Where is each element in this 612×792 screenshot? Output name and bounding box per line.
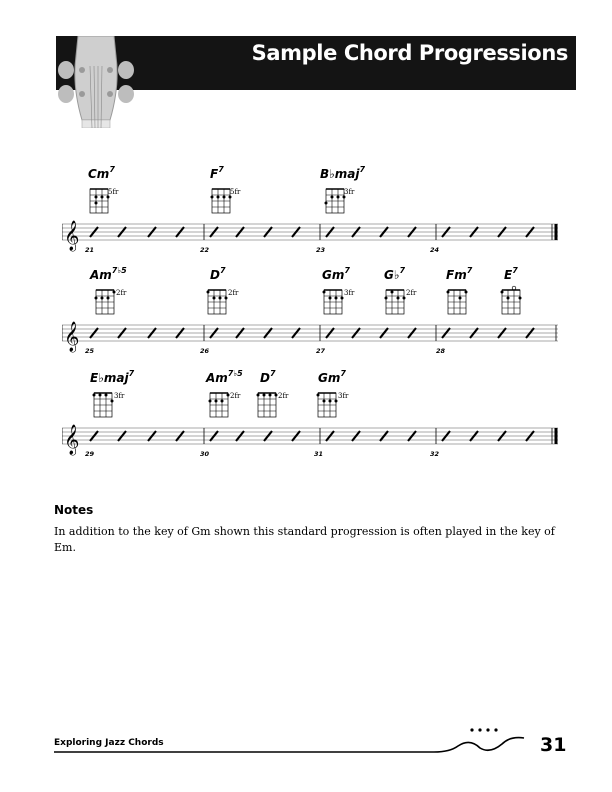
chord-name: $E^7$ (504, 266, 518, 282)
chord-name: $Am^{7♭5}$ (206, 369, 243, 385)
notes-text: In addition to the key of Gm shown this standard progression is often played in the key of Em. (54, 525, 555, 554)
chord-name: $D^7$ (260, 369, 276, 385)
music-system-2 (62, 267, 560, 367)
fret-position-label: 5fr (108, 188, 119, 196)
measure-number: 27 (316, 347, 326, 355)
chord-name: B♭maj$^7$ (320, 165, 366, 181)
music-system-3 (62, 370, 560, 470)
page-number: 31 (540, 734, 567, 756)
fret-position-label: 2fr (278, 392, 289, 400)
music-system-1 (62, 166, 560, 266)
measure-number: 25 (85, 347, 95, 355)
measure-number: 26 (200, 347, 210, 355)
measure-number: 22 (200, 246, 210, 254)
chord-name: $F^7$ (210, 165, 224, 181)
page-title: Sample Chord Progressions (251, 41, 568, 65)
staff-line (62, 422, 560, 462)
chord-name: E♭maj$^7$ (90, 369, 135, 385)
chord-name: Fm$^7$ (446, 266, 473, 282)
ukulele-headstock-icon (58, 36, 134, 128)
chord-name: G♭$^7$ (384, 266, 406, 282)
chord-name: $Am^{7♭5}$ (90, 266, 127, 282)
fret-position-label: 2fr (230, 392, 241, 400)
chord-name: Gm$^7$ (318, 369, 346, 385)
fret-position-label: 2fr (406, 289, 417, 297)
header-bar (56, 36, 576, 90)
chord-name: Cm$^7$ (88, 165, 115, 181)
measure-number: 29 (85, 450, 95, 458)
measure-number: 24 (430, 246, 440, 254)
measure-number: 30 (200, 450, 210, 458)
fret-position-label: 3fr (114, 392, 125, 400)
chord-name: $D^7$ (210, 266, 226, 282)
notes-heading: Notes (54, 503, 94, 517)
staff-line (62, 218, 560, 258)
measure-number: 23 (316, 246, 326, 254)
measure-number: 28 (436, 347, 446, 355)
measure-number: 32 (430, 450, 440, 458)
fret-position-label: 3fr (344, 289, 355, 297)
measure-number: 31 (314, 450, 324, 458)
fret-position-label: 3fr (344, 188, 355, 196)
chord-name: Gm$^7$ (322, 266, 350, 282)
staff-line (62, 319, 560, 359)
fret-position-label: 3fr (338, 392, 349, 400)
fret-position-label: 2fr (228, 289, 239, 297)
fret-position-label: 5fr (230, 188, 241, 196)
footer-book-title: Exploring Jazz Chords (54, 738, 164, 748)
fret-position-label: 2fr (116, 289, 127, 297)
measure-number: 21 (85, 246, 95, 254)
